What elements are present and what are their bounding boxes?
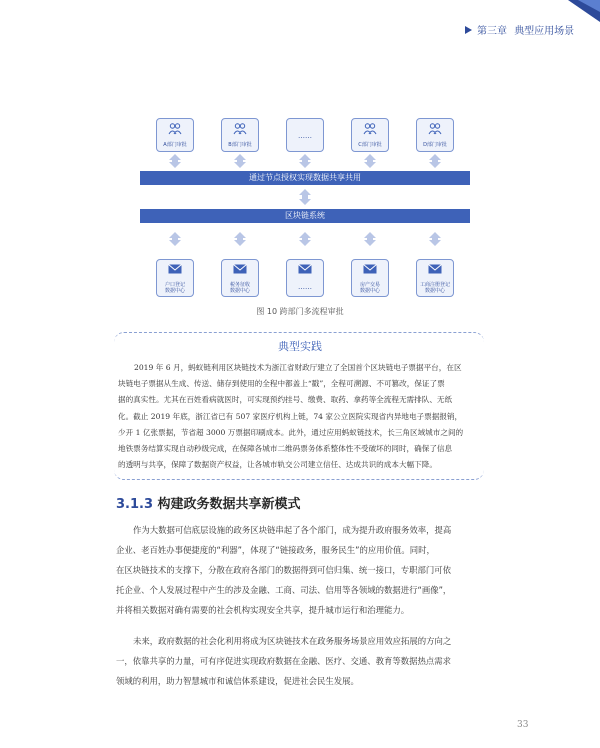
bottom-node-household: 户口登记 数据中心 [156,259,194,297]
bottom-node-property: 房产交易 数据中心 [351,259,389,297]
mail-icon [428,264,442,274]
para-line: 领域的利用，助力智慧城市和诚信体系建设，促进社会民生发展。 [116,676,359,686]
chapter-label: 第三章 [477,26,507,37]
approval-flow-diagram [140,115,470,305]
case-line: 2019 年 6 月，蚂蚁链利用区块链技术为浙江省财政厅建立了全国首个区块链电子票据平台，在区 [134,363,462,372]
case-line: 块链电子票据从生成、传送、储存到使用的全程中都盖上“戳”，全程可溯源、不可篡改，保证了票 [118,379,445,389]
top-node-b: B部门审批 [221,118,259,152]
top-node-a: A部门审批 [156,118,194,152]
para-line: 企业、老百姓办事便捷度的“利器”，体现了“链接政务，服务民生”的应用价值。同时， [116,545,435,555]
para-line: 并将相关数据对确有需要的社会机构实现安全共享，提升城市运行和治理能力。 [116,605,410,615]
para-line: 在区块链技术的支撑下，分散在政府各部门的数据得到可信归集、统一接口，专职部门可依 [116,565,451,575]
arrow-row-bottom [169,232,441,246]
bottom-node-business: 工商注册登记 数据中心 [416,259,454,297]
top-node-c: C部门审批 [351,118,389,152]
chapter-title: 典型应用场景 [514,26,575,37]
people-icon [428,123,442,135]
figure-caption: 图 10 跨部门多流程审批 [256,307,344,316]
paragraph-2 [116,631,492,691]
bottom-node-ellipsis: …… [286,259,324,297]
top-node-d: D部门审批 [416,118,454,152]
mail-icon [363,264,377,274]
people-icon [233,123,247,135]
blockchain-system-bar: 区块链系统 [140,209,470,223]
running-header [477,22,574,37]
case-line: 地铁票务结算实现自动秒级完成，在保障各城市二维码票务体系整体性不受破坏的同时，确保了信息 [118,444,453,454]
people-icon [168,123,182,135]
corner-decoration [560,0,600,24]
case-study-title: 典型实践 [278,340,322,353]
header-arrow-icon [465,26,472,34]
para-line: 作为大数据可信底层设施的政务区块链串起了各个部门，成为提升政府服务效率，提高 [133,525,452,535]
arrow-center [299,189,311,205]
case-study-text [118,360,484,473]
paragraph-1 [116,520,492,620]
bottom-node-tax: 税务征收 数据中心 [221,259,259,297]
case-line: 少开 1 亿张票据，节省超 3000 万票据印刷成本。此外，通过应用蚂蚁链技术，长三角区域城市之间的 [118,427,464,437]
case-line: 化。截止 2019 年底，浙江省已有 507 家医疗机构上链，74 家公立医院实现省内异地电子票据报销， [118,411,463,421]
case-line: 的透明与共享，保障了数据资产权益，让各城市轨交公司建立信任、达成共识的成本大幅下降。 [118,460,437,470]
top-node-ellipsis: …… [286,118,324,152]
para-line: 未来，政府数据的社会化利用将成为区块链技术在政务服务场景应用效应拓展的方向之 [133,636,452,646]
mail-icon [298,264,312,274]
arrow-row-top [169,154,441,168]
people-icon [363,123,377,135]
page-number: 33 [517,720,529,730]
mail-icon [168,264,182,274]
case-line: 据的真实性。尤其在百姓看病就医时，可实现预约挂号、缴费、取药、拿药等全流程无需排队、无纸 [118,395,453,405]
section-title: 构建政务数据共享新模式 [157,497,301,512]
mail-icon [233,264,247,274]
section-heading [116,493,301,512]
para-line: 一，依靠共享的力量，可有序促进实现政府数据在金融、医疗、交通、教育等数据热点需求 [116,656,451,666]
section-number: 3.1.3 [116,497,154,512]
data-sharing-bar: 通过节点授权实现数据共享共用 [140,171,470,185]
para-line: 托企业、个人发展过程中产生的涉及金融、工商、司法、信用等各领域的数据进行“画像”， [116,585,452,595]
